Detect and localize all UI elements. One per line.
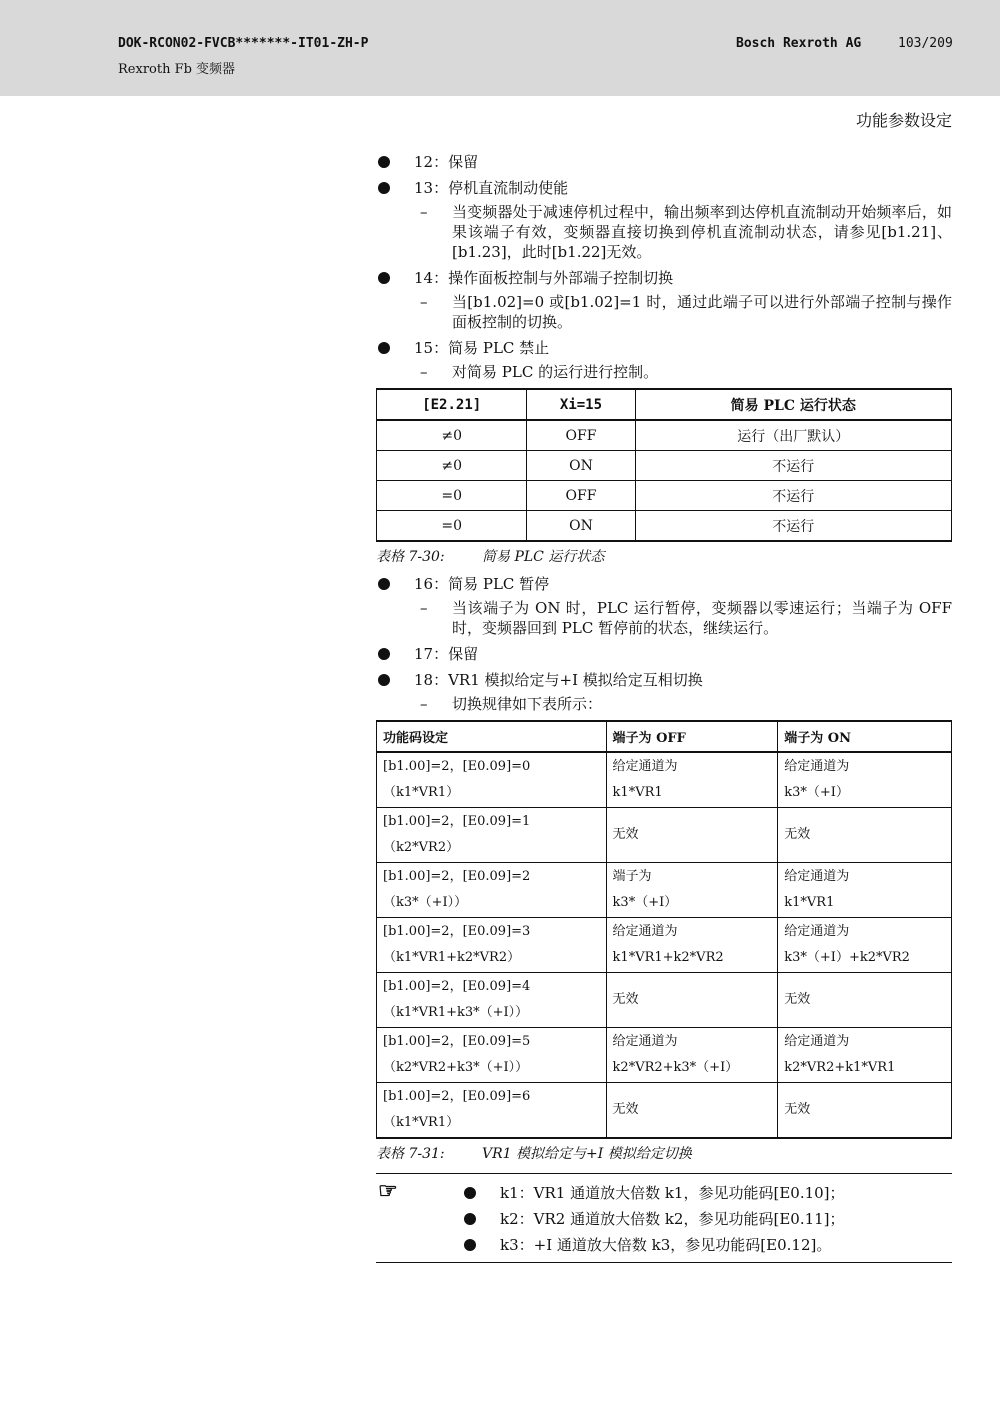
sub-item: – 当变频器处于减速停机过程中，输出频率到达停机直流制动开始频率后，如果该端子有效，变频器直接切换到停机直流制动状态，请参见[b1.21]、[b1.23]，此时[b1.22]无效。 (420, 203, 952, 261)
note-item: k1：VR1 通道放大倍数 k1，参见功能码[E0.10]； (376, 1180, 952, 1206)
table-row: ≠0 OFF 运行（出厂默认） (377, 420, 952, 451)
bullet-icon (464, 1239, 476, 1251)
dash-icon: – (420, 363, 428, 381)
list-item: 18：VR1 模拟给定与+I 模拟给定互相切换 (376, 668, 952, 692)
table-header: 端子为 ON (778, 721, 952, 752)
list-item: 13：停机直流制动使能 (376, 176, 952, 200)
page-header (0, 0, 1000, 96)
main-content (376, 150, 952, 1263)
bullet-icon (378, 272, 390, 284)
bullet-icon (378, 342, 390, 354)
plc-status-table (376, 388, 952, 542)
document-code: DOK-RCON02-FVCB*******-IT01-ZH-P (118, 36, 369, 51)
list-item: 16：简易 PLC 暂停 (376, 572, 952, 596)
table-row: =0 OFF 不运行 (377, 481, 952, 511)
product-name: Rexroth Fb 变频器 (118, 62, 236, 77)
dash-icon: – (420, 203, 428, 221)
bullet-icon (378, 156, 390, 168)
note-item: k3：+I 通道放大倍数 k3，参见功能码[E0.12]。 (376, 1232, 952, 1258)
table-row: ≠0 ON 不运行 (377, 451, 952, 481)
page-number: 103/209 (898, 36, 953, 51)
table-row: =0 ON 不运行 (377, 511, 952, 542)
dash-icon: – (420, 293, 428, 311)
company-name: Bosch Rexroth AG (736, 36, 862, 51)
dash-icon: – (420, 695, 428, 713)
table-header: [E2.21] (377, 389, 527, 420)
table-row: [b1.00]=2，[E0.09]=6 （k1*VR1） 无效 无效 (377, 1083, 952, 1139)
table-row: [b1.00]=2，[E0.09]=4 （k1*VR1+k3*（+I）） 无效 无效 (377, 973, 952, 1028)
sub-item: – 切换规律如下表所示： (420, 695, 603, 713)
bullet-icon (464, 1187, 476, 1199)
list-item: 17：保留 (376, 642, 952, 666)
table-row: [b1.00]=2，[E0.09]=5 （k2*VR2+k3*（+I）） 给定通道为 k2*VR2+k3*（+I） 给定通道为 k2*VR2+k1*VR1 (377, 1028, 952, 1083)
table-row: [b1.00]=2，[E0.09]=3 （k1*VR1+k2*VR2） 给定通道为 k1*VR1+k2*VR2 给定通道为 k3*（+I）+k2*VR2 (377, 918, 952, 973)
list-item: 12：保留 (376, 150, 952, 174)
sub-item: – 当该端子为 ON 时，PLC 运行暂停，变频器以零速运行；当端子为 OFF 时，变频器回到 PLC 暂停前的状态，继续运行。 (420, 599, 952, 637)
bullet-icon (464, 1213, 476, 1225)
table-header: 端子为 OFF (606, 721, 778, 752)
table-row: [b1.00]=2，[E0.09]=2 （k3*（+I）） 端子为 k3*（+I） 给定通道为 k1*VR1 (377, 863, 952, 918)
bullet-list-a (376, 150, 952, 382)
table-row: [b1.00]=2，[E0.09]=0 （k1*VR1） 给定通道为 k1*VR1 给定通道为 k3*（+I） (377, 752, 952, 808)
table-caption: 表格 7-30: 简易 PLC 运行状态 (376, 549, 605, 565)
list-item: 14：操作面板控制与外部端子控制切换 (376, 266, 952, 290)
section-title: 功能参数设定 (855, 111, 952, 130)
table-row: [b1.00]=2，[E0.09]=1 （k2*VR2） 无效 无效 (377, 808, 952, 863)
table-header: Xi=15 (527, 389, 635, 420)
switching-table (376, 720, 952, 1139)
note-item: k2：VR2 通道放大倍数 k2，参见功能码[E0.11]； (376, 1206, 952, 1232)
pointing-hand-icon: ☞ (378, 1178, 398, 1204)
table-header: 简易 PLC 运行状态 (635, 389, 951, 420)
table-header: 功能码设定 (377, 721, 607, 752)
sub-item: – 当[b1.02]=0 或[b1.02]=1 时，通过此端子可以进行外部端子控制与操作面板控制的切换。 (420, 293, 952, 331)
bullet-icon (378, 182, 390, 194)
bullet-icon (378, 674, 390, 686)
bullet-list-b (376, 572, 952, 714)
bullet-icon (378, 648, 390, 660)
dash-icon: – (420, 599, 428, 617)
list-item: 15：简易 PLC 禁止 (376, 336, 952, 360)
bullet-icon (378, 578, 390, 590)
table-caption: 表格 7-31: VR1 模拟给定与+I 模拟给定切换 (376, 1146, 692, 1162)
note-box (376, 1173, 952, 1263)
sub-item: – 对简易 PLC 的运行进行控制。 (420, 363, 659, 381)
